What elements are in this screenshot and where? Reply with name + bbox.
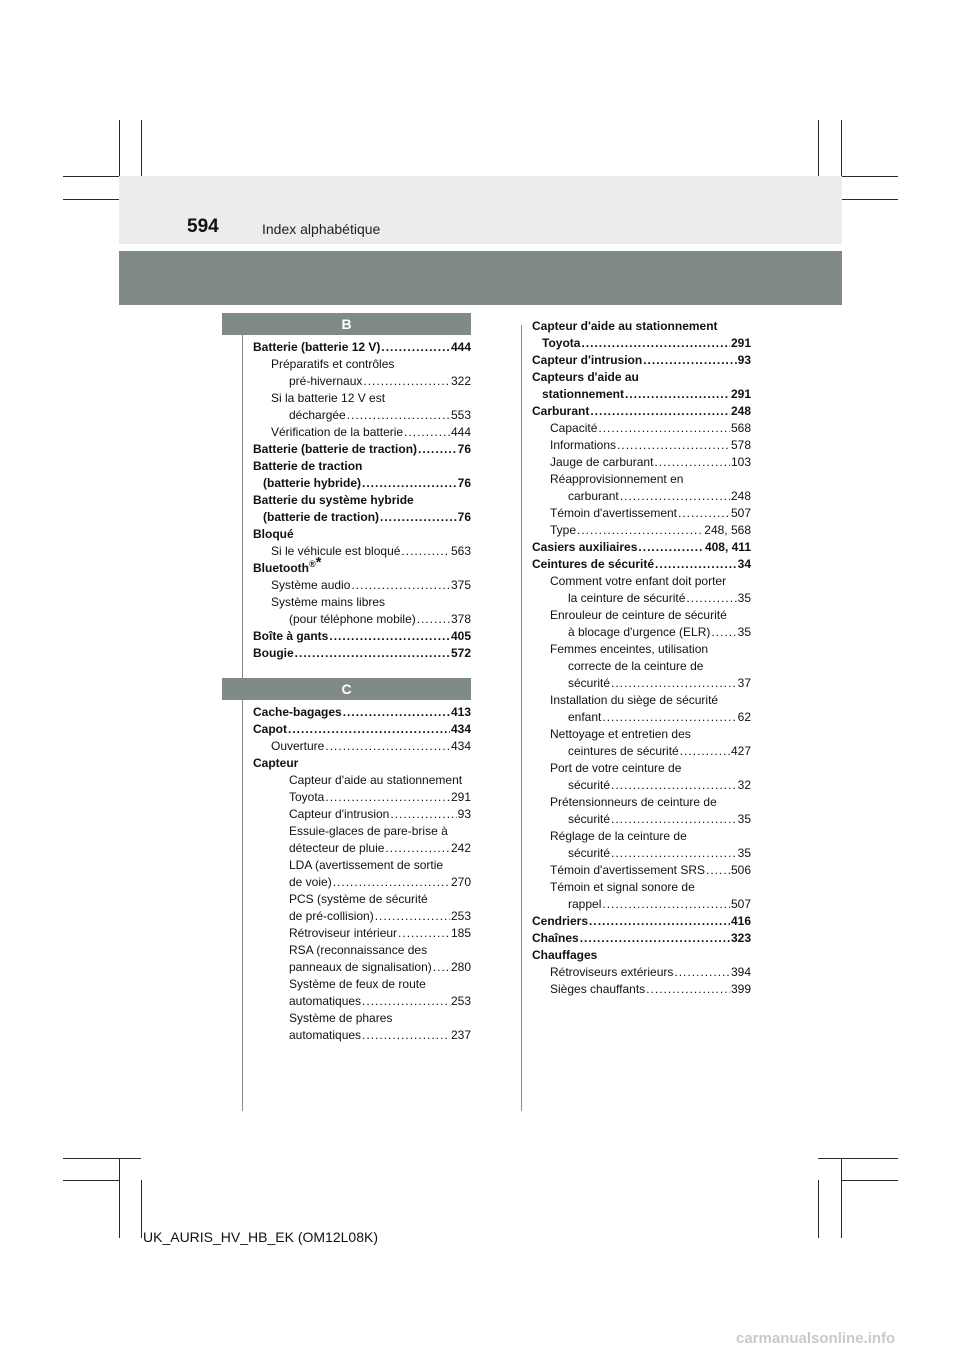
index-entry	[532, 658, 751, 675]
entry-term: Capteur d'aide au stationnement	[532, 319, 718, 333]
index-entry	[253, 543, 471, 560]
index-entry	[253, 526, 471, 543]
entry-term: Batterie du système hybride	[253, 493, 414, 507]
entry-page-number: 405	[450, 629, 471, 643]
dot-leader	[611, 675, 737, 692]
entry-term: pré-hivernaux	[289, 374, 363, 388]
index-entry	[532, 403, 751, 420]
dot-leader	[611, 777, 737, 794]
entry-term: Préparatifs et contrôles	[271, 357, 395, 371]
entry-term: Si la batterie 12 V est	[271, 391, 386, 405]
index-entry	[253, 577, 471, 594]
entry-term: Informations	[550, 438, 617, 452]
index-entry	[253, 424, 471, 441]
entry-term: Nettoyage et entretien des	[550, 727, 691, 741]
entry-term: Rétroviseurs extérieurs	[550, 965, 674, 979]
entry-term: (batterie hybride)	[263, 476, 362, 490]
index-entry	[253, 959, 471, 976]
entry-page-number: 185	[450, 926, 471, 940]
entry-term: Capot	[253, 722, 287, 736]
entry-term: Capteur d'intrusion	[532, 353, 643, 367]
index-entry	[253, 704, 471, 721]
entry-page-number: 35	[737, 591, 751, 605]
entry-term: Chauffages	[532, 948, 598, 962]
entry-page-number: 408, 411	[704, 540, 751, 554]
entry-term: RSA (reconnaissance des	[289, 943, 428, 957]
index-column-1-c	[253, 704, 471, 1044]
dot-leader	[398, 925, 450, 942]
entry-page-number: 572	[450, 646, 471, 660]
entry-term: correcte de la ceinture de	[568, 659, 704, 673]
index-entry	[532, 981, 751, 998]
entry-page-number: 506	[730, 863, 751, 877]
dot-leader	[362, 1027, 450, 1044]
dot-leader	[351, 577, 450, 594]
dot-leader	[643, 352, 736, 369]
index-entry	[532, 828, 751, 845]
registered-mark: ®	[309, 559, 316, 569]
entry-term: Chaînes	[532, 931, 579, 945]
entry-page-number: 434	[450, 739, 471, 753]
column-rule-middle	[521, 325, 522, 1111]
entry-term: Système audio	[271, 578, 351, 592]
index-entry	[532, 879, 751, 896]
dot-leader	[602, 709, 736, 726]
entry-page-number: 399	[730, 982, 751, 996]
dot-leader	[401, 543, 450, 560]
entry-term: Comment votre enfant doit porter	[550, 574, 727, 588]
entry-term: sécurité	[568, 846, 611, 860]
index-entry	[532, 573, 751, 590]
index-entry	[253, 628, 471, 645]
entry-page-number: 416	[730, 914, 751, 928]
entry-page-number: 394	[730, 965, 751, 979]
entry-term: Vérification de la batterie	[271, 425, 404, 439]
index-entry	[253, 721, 471, 738]
dot-leader	[295, 645, 450, 662]
index-entry	[532, 947, 751, 964]
section-title: Index alphabétique	[262, 221, 381, 237]
entry-page-number: 413	[450, 705, 471, 719]
dot-leader	[288, 721, 450, 738]
entry-term: (batterie de traction)	[263, 510, 380, 524]
index-entry	[253, 942, 471, 959]
index-entry	[253, 806, 471, 823]
dot-leader	[433, 959, 450, 976]
entry-term: Batterie (batterie de traction)	[253, 442, 418, 456]
column-rule-left	[242, 335, 243, 1111]
crop-mark	[818, 1158, 898, 1159]
entry-term: Batterie de traction	[253, 459, 363, 473]
dot-leader	[343, 704, 450, 721]
index-entry	[253, 492, 471, 509]
entry-term: détecteur de pluie	[289, 841, 385, 855]
index-entry	[532, 522, 751, 539]
index-entry	[253, 339, 471, 356]
entry-page-number: 32	[737, 778, 751, 792]
entry-term: Femmes enceintes, utilisation	[550, 642, 709, 656]
entry-page-number: 280	[450, 960, 471, 974]
dot-leader	[611, 845, 737, 862]
dot-leader	[654, 454, 730, 471]
dot-leader	[347, 407, 450, 424]
entry-term: Capteur d'intrusion	[289, 807, 390, 821]
entry-term: (pour téléphone mobile)	[289, 612, 416, 626]
entry-page-number: 103	[730, 455, 751, 469]
index-column-2	[532, 318, 751, 998]
index-entry	[253, 554, 471, 577]
index-entry	[532, 862, 751, 879]
crop-mark	[818, 1180, 819, 1238]
index-entry	[253, 611, 471, 628]
index-entry	[532, 624, 751, 641]
entry-term: déchargée	[289, 408, 346, 422]
entry-term: de pré-collision)	[289, 909, 374, 923]
entry-page-number: 62	[737, 710, 751, 724]
index-entry	[532, 726, 751, 743]
entry-page-number: 34	[737, 557, 751, 571]
entry-page-number: 291	[450, 790, 471, 804]
index-entry	[532, 896, 751, 913]
index-entry	[253, 823, 471, 840]
index-entry	[253, 772, 471, 789]
crop-mark	[63, 199, 119, 200]
entry-term: Réglage de la ceinture de	[550, 829, 687, 843]
index-entry	[532, 845, 751, 862]
index-entry	[253, 645, 471, 662]
entry-term: Casiers auxiliaires	[532, 540, 638, 554]
entry-term: Jauge de carburant	[550, 455, 654, 469]
entry-page-number: 322	[450, 374, 471, 388]
entry-term: sécurité	[568, 676, 611, 690]
entry-page-number: 93	[737, 353, 751, 367]
entry-term: Témoin d'avertissement	[550, 506, 678, 520]
index-entry	[532, 930, 751, 947]
entry-term: ceintures de sécurité	[568, 744, 679, 758]
entry-term: sécurité	[568, 778, 611, 792]
entry-term: sécurité	[568, 812, 611, 826]
entry-page-number: 378	[450, 612, 471, 626]
entry-page-number: 237	[450, 1028, 471, 1042]
entry-page-number: 35	[737, 812, 751, 826]
entry-page-number: 563	[450, 544, 471, 558]
entry-term: Batterie (batterie 12 V)	[253, 340, 381, 354]
entry-term: Port de votre ceinture de	[550, 761, 682, 775]
dot-leader	[404, 424, 450, 441]
entry-term: Boîte à gants	[253, 629, 329, 643]
crop-mark	[63, 1158, 141, 1159]
entry-page-number: 578	[730, 438, 751, 452]
entry-term: Enrouleur de ceinture de sécurité	[550, 608, 727, 622]
dot-leader	[390, 806, 456, 823]
entry-page-number: 248, 568	[704, 523, 751, 537]
entry-term: Capteur d'aide au stationnement	[289, 773, 463, 787]
crop-mark	[63, 1180, 119, 1181]
watermark: carmanualsonline.info	[736, 1330, 896, 1347]
entry-term: Témoin et signal sonore de	[550, 880, 695, 894]
dot-leader	[711, 624, 736, 641]
entry-page-number: 248	[730, 404, 751, 418]
dot-leader	[380, 509, 457, 526]
entry-page-number: 242	[450, 841, 471, 855]
index-entry	[532, 471, 751, 488]
dot-leader	[381, 339, 450, 356]
dot-leader	[638, 539, 704, 556]
document-code: UK_AURIS_HV_HB_EK (OM12L08K)	[143, 1229, 378, 1245]
dot-leader	[590, 403, 730, 420]
dot-leader	[577, 522, 703, 539]
index-entry	[253, 594, 471, 611]
entry-term: Essuie-glaces de pare-brise à	[289, 824, 448, 838]
entry-term: Rétroviseur intérieur	[289, 926, 398, 940]
index-entry	[532, 913, 751, 930]
dot-leader	[325, 738, 450, 755]
index-entry	[532, 369, 751, 386]
index-entry	[253, 755, 471, 772]
dot-leader	[329, 628, 450, 645]
index-entry	[253, 789, 471, 806]
entry-page-number: 291	[730, 387, 751, 401]
entry-term: Capacité	[550, 421, 598, 435]
entry-term: carburant	[568, 489, 619, 503]
index-entry	[532, 386, 751, 403]
dot-leader	[655, 556, 737, 573]
index-entry	[532, 590, 751, 607]
dot-leader	[581, 335, 730, 352]
index-entry	[532, 437, 751, 454]
index-entry	[253, 390, 471, 407]
entry-page-number: 248	[730, 489, 751, 503]
index-entry	[532, 539, 751, 556]
entry-page-number: 270	[450, 875, 471, 889]
entry-page-number: 444	[450, 340, 471, 354]
entry-term: Capteur	[253, 756, 299, 770]
index-entry	[532, 794, 751, 811]
entry-term: Si le véhicule est bloqué	[271, 544, 401, 558]
index-entry	[253, 458, 471, 475]
dot-leader	[589, 913, 730, 930]
entry-page-number: 553	[450, 408, 471, 422]
index-entry	[532, 335, 751, 352]
entry-term: automatiques	[289, 994, 362, 1008]
entry-term: panneaux de signalisation)	[289, 960, 432, 974]
index-entry	[253, 993, 471, 1010]
dot-leader	[580, 930, 730, 947]
index-entry	[253, 441, 471, 458]
header-dark-band	[119, 251, 842, 305]
index-entry	[253, 840, 471, 857]
index-entry	[532, 709, 751, 726]
index-entry	[253, 1027, 471, 1044]
index-entry	[532, 556, 751, 573]
entry-page-number: 444	[450, 425, 471, 439]
entry-term: Témoin d'avertissement SRS	[550, 863, 706, 877]
entry-page-number: 568	[730, 421, 751, 435]
entry-term: Ceintures de sécurité	[532, 557, 655, 571]
index-entry	[532, 641, 751, 658]
dot-leader	[602, 896, 730, 913]
entry-term: Système de phares	[289, 1011, 393, 1025]
entry-term: la ceinture de sécurité	[568, 591, 686, 605]
header-band	[119, 176, 842, 244]
entry-term: Carburant	[532, 404, 590, 418]
entry-term: PCS (système de sécurité	[289, 892, 428, 906]
index-entry	[253, 738, 471, 755]
index-entry	[532, 607, 751, 624]
entry-term: à blocage d'urgence (ELR)	[568, 625, 711, 639]
index-entry	[532, 488, 751, 505]
index-entry	[253, 891, 471, 908]
entry-term: Cache-bagages	[253, 705, 342, 719]
letter-header-b: B	[222, 313, 471, 335]
entry-page-number: 507	[730, 506, 751, 520]
dot-leader	[646, 981, 730, 998]
entry-page-number: 35	[737, 625, 751, 639]
entry-term: Ouverture	[271, 739, 325, 753]
crop-mark	[841, 199, 898, 200]
entry-term: Toyota	[289, 790, 325, 804]
entry-page-number: 35	[737, 846, 751, 860]
dot-leader	[678, 505, 730, 522]
entry-term: de voie)	[289, 875, 332, 889]
entry-page-number: 93	[457, 807, 471, 821]
entry-page-number: 37	[737, 676, 751, 690]
entry-term: Réapprovisionnement en	[550, 472, 684, 486]
entry-term: Bougie	[253, 646, 294, 660]
entry-term: Installation du siège de sécurité	[550, 693, 719, 707]
index-entry	[253, 874, 471, 891]
dot-leader	[385, 840, 450, 857]
index-entry	[532, 760, 751, 777]
index-entry	[253, 857, 471, 874]
entry-term: automatiques	[289, 1028, 362, 1042]
entry-term: stationnement	[542, 387, 625, 401]
entry-term: Bloqué	[253, 527, 294, 541]
dot-leader	[363, 373, 450, 390]
entry-term: Toyota	[542, 336, 581, 350]
index-entry	[532, 505, 751, 522]
index-entry	[532, 692, 751, 709]
index-entry	[253, 407, 471, 424]
entry-page-number: 375	[450, 578, 471, 592]
dot-leader	[686, 590, 736, 607]
entry-term: LDA (avertissement de sortie	[289, 858, 444, 872]
entry-page-number: 427	[730, 744, 751, 758]
index-entry	[253, 509, 471, 526]
entry-term: Système mains libres	[271, 595, 386, 609]
index-entry	[532, 964, 751, 981]
index-entry	[532, 675, 751, 692]
entry-term: rappel	[568, 897, 602, 911]
entry-term: enfant	[568, 710, 602, 724]
dot-leader	[617, 437, 730, 454]
dot-leader	[333, 874, 450, 891]
entry-page-number: 507	[730, 897, 751, 911]
index-entry	[253, 908, 471, 925]
index-entry	[532, 777, 751, 794]
entry-term: Type	[550, 523, 577, 537]
dot-leader	[375, 908, 450, 925]
index-entry	[532, 811, 751, 828]
crop-mark	[841, 1180, 898, 1181]
entry-page-number: 434	[450, 722, 471, 736]
page-number: 594	[187, 216, 219, 237]
footnote-star: *	[315, 554, 322, 571]
crop-mark	[119, 1158, 120, 1238]
dot-leader	[625, 386, 730, 403]
letter-header-c: C	[222, 678, 471, 700]
dot-leader	[674, 964, 730, 981]
entry-term: Cendriers	[532, 914, 589, 928]
entry-page-number: 76	[457, 510, 471, 524]
dot-leader	[418, 441, 457, 458]
entry-term: Capteurs d'aide au	[532, 370, 639, 384]
dot-leader	[325, 789, 450, 806]
index-entry	[532, 743, 751, 760]
crop-mark	[841, 1158, 842, 1238]
index-entry	[253, 373, 471, 390]
entry-page-number: 76	[457, 476, 471, 490]
dot-leader	[611, 811, 737, 828]
index-entry	[532, 352, 751, 369]
dot-leader	[706, 862, 730, 879]
entry-term: Bluetooth	[253, 561, 309, 575]
dot-leader	[362, 993, 450, 1010]
dot-leader	[598, 420, 730, 437]
index-entry	[253, 925, 471, 942]
index-entry	[253, 1010, 471, 1027]
index-entry	[532, 454, 751, 471]
index-entry	[253, 475, 471, 492]
dot-leader	[417, 611, 450, 628]
index-entry	[253, 976, 471, 993]
dot-leader	[620, 488, 730, 505]
entry-page-number: 291	[730, 336, 751, 350]
index-entry	[532, 318, 751, 335]
index-column-1-b	[253, 339, 471, 662]
dot-leader	[362, 475, 457, 492]
entry-page-number: 253	[450, 994, 471, 1008]
entry-page-number: 76	[457, 442, 471, 456]
entry-term: Sièges chauffants	[550, 982, 646, 996]
dot-leader	[680, 743, 730, 760]
entry-page-number: 323	[730, 931, 751, 945]
index-entry	[532, 420, 751, 437]
index-entry	[253, 356, 471, 373]
crop-mark	[141, 1180, 142, 1238]
entry-page-number: 253	[450, 909, 471, 923]
entry-term: Système de feux de route	[289, 977, 426, 991]
entry-term: Prétensionneurs de ceinture de	[550, 795, 717, 809]
